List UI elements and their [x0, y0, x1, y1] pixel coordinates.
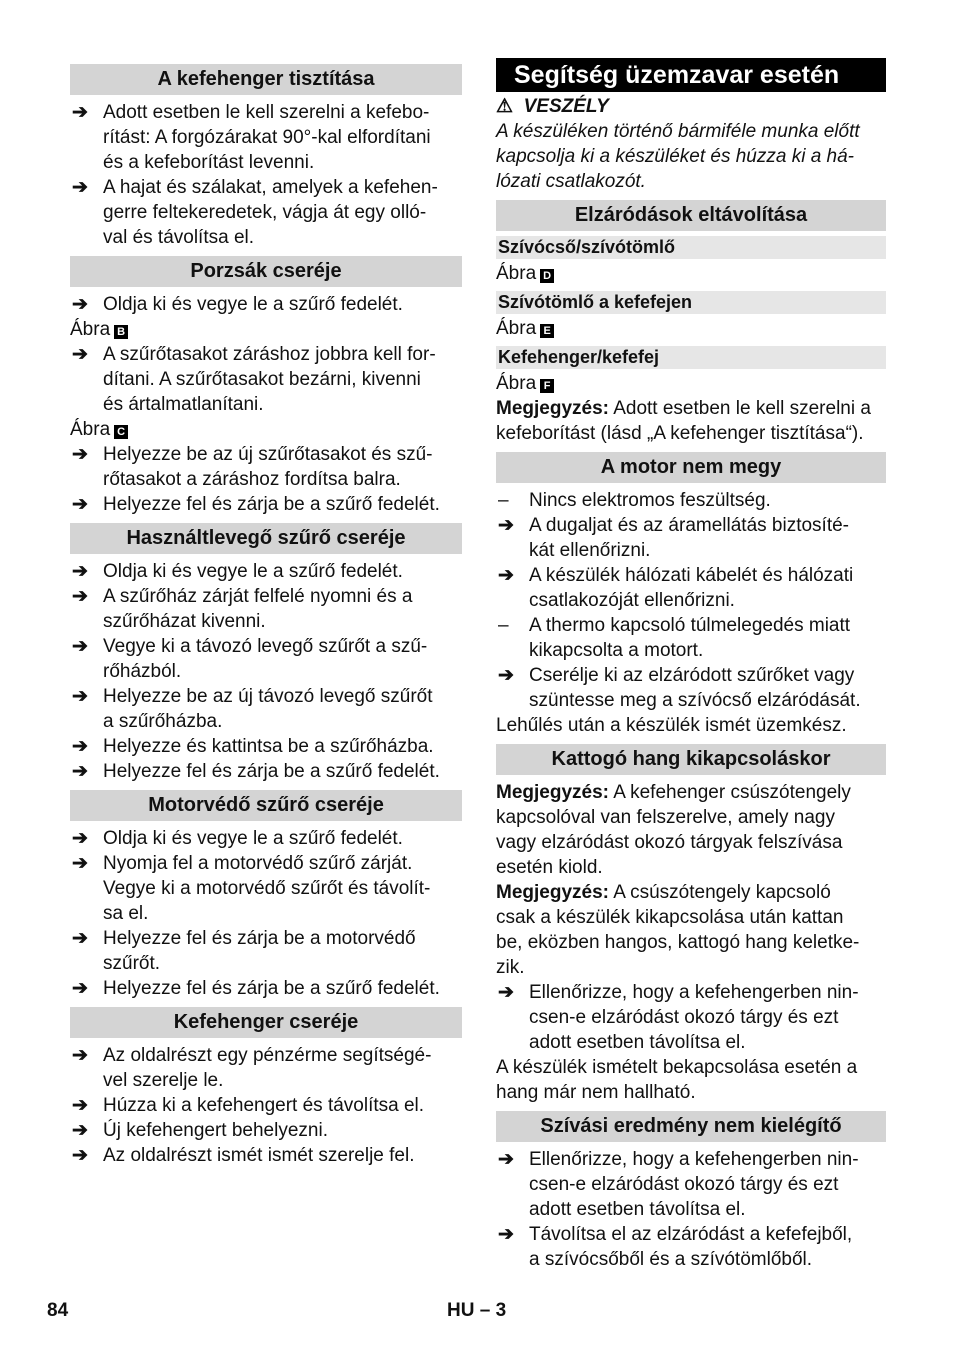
- section-heading-blockages: Elzáródások eltávolítása: [496, 200, 886, 231]
- paragraph: A készülék ismételt bekapcsolása esetén a hang már nem hallható.: [496, 1057, 858, 1103]
- arrow-icon: ➔: [72, 444, 88, 465]
- list-item: [70, 734, 462, 759]
- arrow-icon: ➔: [72, 853, 88, 874]
- arrow-icon: ➔: [72, 928, 88, 949]
- subheading-suction-tube: Szívócső/szívótömlő: [496, 236, 886, 259]
- figure-letter-badge: C: [114, 425, 128, 439]
- list-item-text: Vegye ki a távozó levegő szűrőt a szű- rőházból.: [103, 636, 428, 682]
- warning-triangle-icon: ⚠: [496, 96, 514, 117]
- section-heading-brush-cleaning: A kefehenger tisztítása: [70, 64, 462, 95]
- list-item-text: Oldja ki és vegye le a szűrő fedelét.: [103, 828, 403, 849]
- list-item: [70, 100, 462, 175]
- figure-letter-badge: F: [540, 379, 554, 393]
- list-item-text: Oldja ki és vegye le a szűrő fedelét.: [103, 561, 403, 582]
- list-item-text: Helyezze be az új távozó levegő szűrőt a szűrőházba.: [103, 686, 433, 732]
- section-heading-motor-filter: Motorvédő szűrő cseréje: [70, 790, 462, 821]
- list-item-text: Új kefehengert behelyezni.: [103, 1120, 328, 1141]
- list-item-text: Nincs elektromos feszültség.: [529, 490, 771, 511]
- list-item: [70, 442, 462, 492]
- dash-icon: –: [498, 615, 509, 636]
- arrow-icon: ➔: [72, 1145, 88, 1166]
- arrow-icon: ➔: [72, 686, 88, 707]
- figure-letter-badge: B: [114, 325, 128, 339]
- figure-letter-badge: E: [540, 324, 554, 338]
- list-item-text: Oldja ki és vegye le a szűrő fedelét.: [103, 294, 403, 315]
- note-paragraph: Megjegyzés: Adott esetben le kell szerelni a kefeborítást (lásd „A kefehenger tisztítása“).: [496, 398, 871, 444]
- list-item: [70, 759, 462, 784]
- paragraph: Lehűlés után a készülék ismét üzemkész.: [496, 715, 847, 736]
- arrow-icon: ➔: [498, 982, 514, 1003]
- arrow-icon: ➔: [72, 494, 88, 515]
- danger-text: A készüléken történő bármiféle munka előtt kapcsolja ki a készüléket és húzza ki a há- lózati csatlakozót.: [496, 121, 860, 192]
- list-item-text: Cserélje ki az elzáródott szűrőket vagy szüntesse meg a szívócső elzáródását.: [529, 665, 861, 711]
- list-item: [70, 826, 462, 851]
- note-paragraph: Megjegyzés: A csúszótengely kapcsoló csak a készülék kikapcsolása után kattan be, eközben hangos, kattogó hang keletke- zik.: [496, 882, 860, 978]
- arrow-icon: ➔: [72, 177, 88, 198]
- figure-reference: Ábra C: [70, 417, 462, 442]
- list-item-text: A szűrőtasakot záráshoz jobbra kell for- dítani. A szűrőtasakot bezárni, kivenni és ártalmatlanítani.: [103, 344, 436, 415]
- list-item: [70, 175, 462, 250]
- list-item: [70, 1093, 462, 1118]
- arrow-icon: ➔: [498, 665, 514, 686]
- arrow-icon: ➔: [72, 344, 88, 365]
- section-heading-exhaust-filter: Használtlevegő szűrő cseréje: [70, 523, 462, 554]
- list-item: [70, 684, 462, 734]
- list-item-text: Távolítsa el az elzáródást a kefefejből, a szívócsőből és a szívótömlőből.: [529, 1224, 853, 1270]
- section-heading-clicking-noise: Kattogó hang kikapcsoláskor: [496, 744, 886, 775]
- list-item: [70, 292, 462, 317]
- subheading-brush-roller: Kefehenger/kefefej: [496, 346, 886, 369]
- list-item: [70, 1043, 462, 1093]
- list-item-text: Nyomja fel a motorvédő szűrő zárját. Vegye ki a motorvédő szűrőt és távolít- sa el.: [103, 853, 431, 924]
- note-paragraph: Megjegyzés: A kefehenger csúszótengely kapcsolóval van felszerelve, amely nagy vagy elzáródást okozó tárgyak felszívása esetén kiold.: [496, 782, 851, 878]
- list-item-text: Helyezze fel és zárja be a szűrő fedelét.: [103, 978, 440, 999]
- arrow-icon: ➔: [72, 1120, 88, 1141]
- list-item-text: Az oldalrészt ismét ismét szerelje fel.: [103, 1145, 415, 1166]
- list-item: [496, 1222, 886, 1272]
- list-item: [496, 1147, 886, 1222]
- figure-reference: Ábra B: [70, 317, 462, 342]
- dash-icon: –: [498, 490, 509, 511]
- figure-letter-badge: D: [540, 269, 554, 283]
- arrow-icon: ➔: [72, 561, 88, 582]
- list-item: [70, 1143, 462, 1168]
- list-item: [496, 663, 886, 713]
- list-item-text: Helyezze be az új szűrőtasakot és szű- rőtasakot a záráshoz fordítsa balra.: [103, 444, 433, 490]
- arrow-icon: ➔: [498, 515, 514, 536]
- arrow-icon: ➔: [72, 978, 88, 999]
- list-item-text: Húzza ki a kefehengert és távolítsa el.: [103, 1095, 425, 1116]
- list-item-text: Helyezze fel és zárja be a szűrő fedelét.: [103, 761, 440, 782]
- list-item: [496, 980, 886, 1055]
- footer-section-label: HU – 3: [447, 1300, 507, 1321]
- list-item: [70, 976, 462, 1001]
- arrow-icon: ➔: [72, 736, 88, 757]
- page-title: Segítség üzemzavar esetén: [496, 58, 886, 92]
- arrow-icon: ➔: [72, 102, 88, 123]
- list-item-text: A dugaljat és az áramellátás biztosíté- kát ellenőrizni.: [529, 515, 850, 561]
- list-item: [70, 342, 462, 417]
- arrow-icon: ➔: [72, 761, 88, 782]
- list-item-text: Adott esetben le kell szerelni a kefebo- rítást: A forgózárakat 90°-kal elfordítani és a kefeborítást levenni.: [103, 102, 431, 173]
- arrow-icon: ➔: [498, 1149, 514, 1170]
- list-item: [496, 563, 886, 613]
- list-item-text: Helyezze fel és zárja be a szűrő fedelét.: [103, 494, 440, 515]
- list-item: [496, 513, 886, 563]
- list-item: [496, 488, 886, 513]
- list-item: [70, 1118, 462, 1143]
- list-item: [70, 851, 462, 926]
- list-item: [70, 584, 462, 634]
- section-heading-dust-bag: Porzsák cseréje: [70, 256, 462, 287]
- list-item: [70, 926, 462, 976]
- list-item-text: Helyezze fel és zárja be a motorvédő szűrőt.: [103, 928, 416, 974]
- arrow-icon: ➔: [498, 1224, 514, 1245]
- list-item-text: A szűrőház zárját felfelé nyomni és a szűrőházat kivenni.: [103, 586, 413, 632]
- list-item: [70, 559, 462, 584]
- arrow-icon: ➔: [72, 1045, 88, 1066]
- figure-reference: Ábra E: [496, 316, 886, 341]
- list-item-text: Helyezze és kattintsa be a szűrőházba.: [103, 736, 434, 757]
- arrow-icon: ➔: [72, 586, 88, 607]
- section-heading-brush-replacement: Kefehenger cseréje: [70, 1007, 462, 1038]
- list-item: [70, 634, 462, 684]
- section-heading-suction-result: Szívási eredmény nem kielégítő: [496, 1111, 886, 1142]
- arrow-icon: ➔: [72, 828, 88, 849]
- danger-heading: ⚠ VESZÉLY: [496, 96, 609, 117]
- figure-reference: Ábra D: [496, 261, 886, 286]
- arrow-icon: ➔: [72, 294, 88, 315]
- list-item-text: A thermo kapcsoló túlmelegedés miatt kikapcsolta a motort.: [529, 615, 851, 661]
- left-column: [70, 58, 462, 1168]
- arrow-icon: ➔: [72, 636, 88, 657]
- figure-reference: Ábra F: [496, 371, 886, 396]
- list-item-text: A készülék hálózati kábelét és hálózati csatlakozóját ellenőrizni.: [529, 565, 854, 611]
- list-item-text: Ellenőrizze, hogy a kefehengerben nin- csen-e elzáródást okozó tárgy és ezt adott esetben távolítsa el.: [529, 1149, 859, 1220]
- arrow-icon: ➔: [498, 565, 514, 586]
- list-item-text: A hajat és szálakat, amelyek a kefehen- gerre feltekeredetek, vágja át egy olló- val és távolítsa el.: [103, 177, 438, 248]
- arrow-icon: ➔: [72, 1095, 88, 1116]
- list-item-text: Ellenőrizze, hogy a kefehengerben nin- csen-e elzáródást okozó tárgy és ezt adott esetben távolítsa el.: [529, 982, 859, 1053]
- list-item: [496, 613, 886, 663]
- subheading-suction-hose-brush-head: Szívótömlő a kefefejen: [496, 291, 886, 314]
- page-number: 84: [47, 1300, 69, 1321]
- list-item: [70, 492, 462, 517]
- right-column: [496, 58, 886, 1272]
- section-heading-motor-not-running: A motor nem megy: [496, 452, 886, 483]
- list-item-text: Az oldalrészt egy pénzérme segítségé- vel szerelje le.: [103, 1045, 432, 1091]
